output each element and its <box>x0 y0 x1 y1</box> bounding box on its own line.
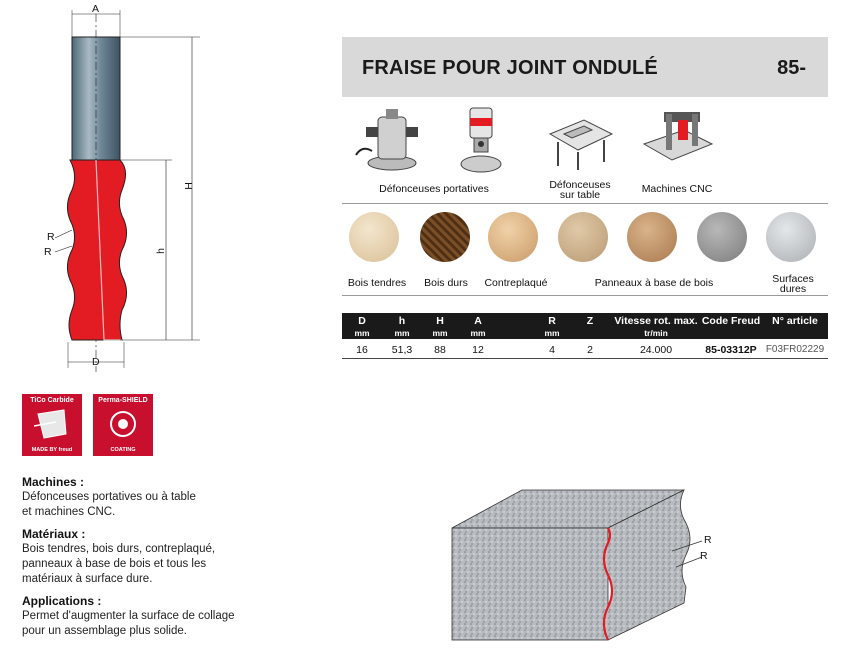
col-unit-D: mm <box>354 328 370 338</box>
material-swatch-mdf <box>627 212 677 262</box>
machine-label-cnc: Machines CNC <box>641 183 713 195</box>
dim-label-D: D <box>92 356 100 368</box>
badge-title: Perma-SHIELD <box>98 397 148 404</box>
material-swatch-particleboard <box>558 212 608 262</box>
col-header-A: A <box>474 315 482 327</box>
col-header-D: D <box>358 315 366 327</box>
profile-label-R2: R <box>700 550 708 562</box>
badge-title: TiCo Carbide <box>30 397 74 404</box>
material-swatch-laminate <box>697 212 747 262</box>
tico-carbide-badge <box>22 394 82 456</box>
divider <box>342 203 828 204</box>
machines-text-line: et machines CNC. <box>22 506 116 518</box>
dim-label-h: h <box>154 248 167 254</box>
profile-label-R1: R <box>704 534 712 546</box>
router-bit-drawing <box>0 0 210 380</box>
col-header-R: R <box>548 315 556 327</box>
col-unit-R: mm <box>544 328 560 338</box>
cell-R: 4 <box>549 344 555 356</box>
cell-A: 12 <box>472 344 484 356</box>
shield-icon <box>107 408 139 440</box>
cnc-machine-icon <box>640 104 716 172</box>
dim-label-R1: R <box>47 231 55 243</box>
machine-label-table: Défonceuses sur table <box>549 179 611 201</box>
carbide-tooth-icon <box>34 408 70 440</box>
machines-heading: Machines : <box>22 475 85 489</box>
cell-speed: 24.000 <box>639 344 673 356</box>
spec-table-header <box>342 313 828 339</box>
divider <box>342 295 828 296</box>
material-swatch-softwood <box>349 212 399 262</box>
material-swatch-solid-surface <box>766 212 816 262</box>
divider <box>342 358 828 359</box>
material-label-softwood: Bois tendres <box>347 277 407 289</box>
hand-router-icon <box>352 105 422 173</box>
materials-heading: Matériaux : <box>22 527 86 541</box>
col-header-article: N° article <box>772 315 818 327</box>
series-code: 85- <box>777 57 806 79</box>
col-header-code: Code Freud <box>701 315 761 327</box>
material-label-hard-surfaces: Surfaces dures <box>772 273 814 295</box>
material-label-plywood: Contreplaqué <box>484 277 548 289</box>
material-swatch-plywood <box>488 212 538 262</box>
col-unit-speed: tr/min <box>644 328 668 338</box>
dim-label-R2: R <box>44 246 52 258</box>
cell-code: 85-03312P <box>705 344 757 356</box>
material-label-panels: Panneaux à base de bois <box>594 277 714 289</box>
col-unit-h: mm <box>394 328 410 338</box>
cell-article: F03FR02229 <box>765 344 825 355</box>
badge-caption: MADE BY freud <box>31 447 73 453</box>
dim-label-A: A <box>92 3 100 15</box>
perma-shield-badge <box>93 394 153 456</box>
table-router-icon <box>458 104 508 176</box>
col-header-h: h <box>398 315 406 327</box>
col-unit-A: mm <box>470 328 486 338</box>
cell-h: 51,3 <box>391 344 413 356</box>
dim-label-H: H <box>182 182 195 190</box>
applications-text-line: pour un assemblage plus solide. <box>22 625 187 637</box>
badge-caption: COATING <box>110 447 136 453</box>
col-header-speed: Vitesse rot. max. <box>614 315 698 327</box>
title-band <box>342 37 828 97</box>
col-unit-H: mm <box>432 328 448 338</box>
col-header-Z: Z <box>586 315 594 327</box>
applications-heading: Applications : <box>22 594 102 608</box>
cell-Z: 2 <box>587 344 593 356</box>
cell-H: 88 <box>434 344 446 356</box>
block-front-face <box>452 528 608 640</box>
machine-label-portable: Défonceuses portatives <box>379 183 489 195</box>
router-table-icon <box>544 112 616 172</box>
applications-text-line: Permet d'augmenter la surface de collage <box>22 610 235 622</box>
material-swatch-hardwood <box>420 212 470 262</box>
machines-text-line: Défonceuses portatives ou à table <box>22 491 196 503</box>
joint-profile-illustration <box>440 485 740 645</box>
col-header-H: H <box>436 315 444 327</box>
page-title: FRAISE POUR JOINT ONDULÉ <box>362 57 658 79</box>
materials-text-line: Bois tendres, bois durs, contreplaqué, <box>22 543 216 555</box>
materials-text-line: matériaux à surface dure. <box>22 573 153 585</box>
cell-D: 16 <box>356 344 368 356</box>
materials-text-line: panneaux à base de bois et tous les <box>22 558 207 570</box>
material-label-hardwood: Bois durs <box>424 277 468 289</box>
